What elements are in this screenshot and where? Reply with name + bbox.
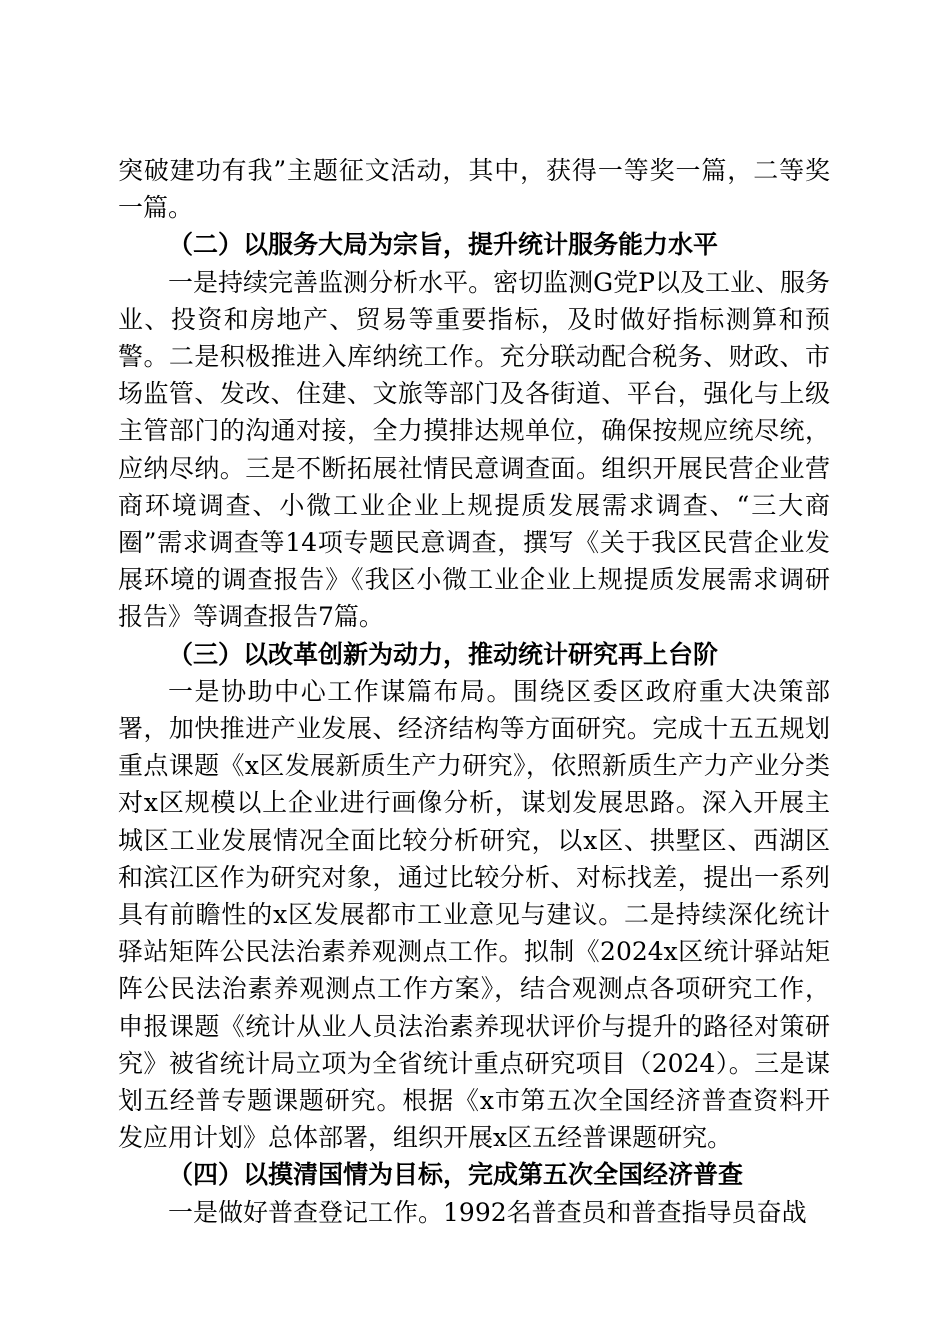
document-body [118,152,830,1231]
body-paragraph-census: 一是做好普查登记工作。1992名普查员和普查指导员奋战 [168,1197,807,1227]
body-paragraph-research: 一是协助中心工作谋篇布局。围绕区委区政府重大决策部署，加快推进产业发展、经济结构等方面研究。完成十五五规划重点课题《x区发展新质生产力研究》，依照新质生产力产业分类对x区规模以上企业进行画像分析，谋划发展思路。深入开展主城区工业发展情况全面比较分析研究，以x区、拱墅区、西湖区和滨江区作为研究对象，通过比较分析、对标找差，提出一系列具有前瞻性的x区发展都市工业意见与建议。二是持续深化统计驿站矩阵公民法治素养观测点工作。拟制《2024x区统计驿站矩阵公民法治素养观测点工作方案》，结合观测点各项研究工作，申报课题《统计从业人员法治素养现状评价与提升的路径对策研究》被省统计局立项为全省统计重点研究项目（2024）。三是谋划五经普专题课题研究。根据《x市第五次全国经济普查资料开发应用计划》总体部署，组织开展x区五经普课题研究。 [118,676,830,1153]
section-heading-4: （四）以摸清国情为目标，完成第五次全国经济普查 [168,1160,744,1190]
section-heading-3: （三）以改革创新为动力，推动统计研究再上台阶 [168,639,719,669]
body-paragraph-service: 一是持续完善监测分析水平。密切监测G党P以及工业、服务业、投资和房地产、贸易等重要指标，及时做好指标测算和预警。二是积极推进入库纳统工作。充分联动配合税务、财政、市场监管、发改、住建、文旅等部门及各街道、平台，强化与上级主管部门的沟通对接，全力摸排达规单位，确保按规应统尽统，应纳尽纳。三是不断拓展社情民意调查面。组织开展民营企业营商环境调查、小微工业企业上规提质发展需求调查、“三大商圈”需求调查等14项专题民意调查，撰写《关于我区民营企业发展环境的调查报告》《我区小微工业企业上规提质发展需求调研报告》等调查报告7篇。 [118,267,830,632]
continuation-paragraph: 突破建功有我”主题征文活动，其中，获得一等奖一篇，二等奖一篇。 [118,156,830,223]
section-heading-2: （二）以服务大局为宗旨，提升统计服务能力水平 [168,230,719,260]
